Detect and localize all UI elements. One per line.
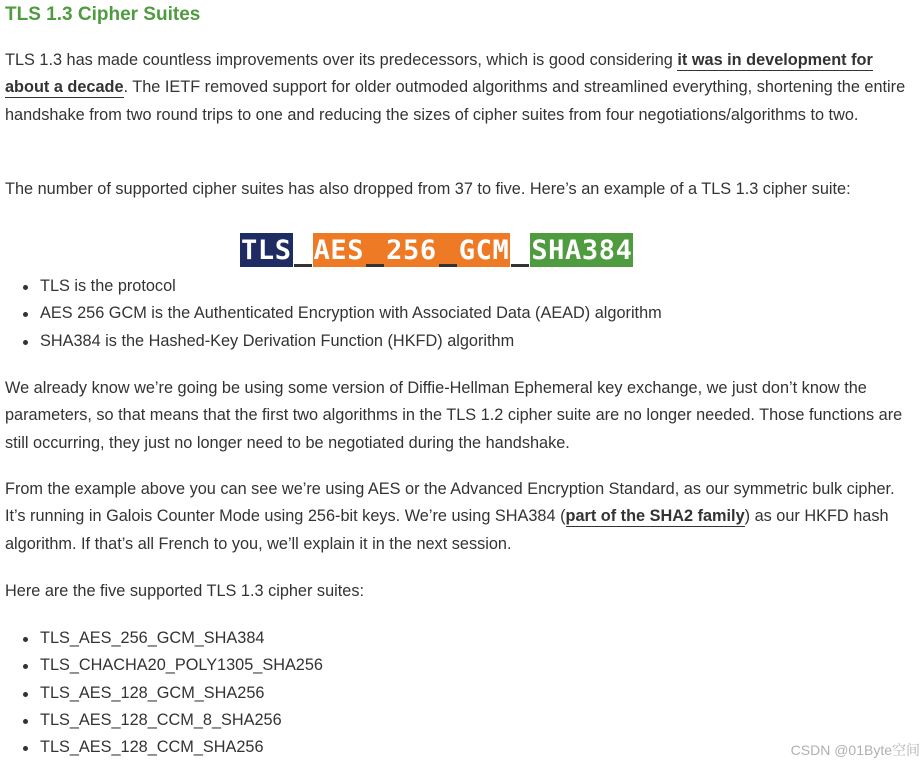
list-item: TLS_CHACHA20_POLY1305_SHA256 [5, 652, 323, 679]
separator-underscore [510, 233, 530, 267]
separator-underscore [293, 233, 313, 267]
intro-text-end: . The IETF removed support for older outmoded algorithms and streamlined everything, shortening the entire handshake from two round trips to one and reducing the sizes of cipher suites from four negotiations/algorithms to two. [5, 78, 906, 124]
intro-text-start: TLS 1.3 has made countless improvements over its predecessors, which is good considering [5, 51, 678, 69]
protocol-segment [240, 233, 293, 267]
aead-mode-label: GCM [458, 234, 510, 266]
aead-segment [313, 233, 366, 267]
aes-text-end: ) as our HKFD hash algorithm. If that’s all French to you, we’ll explain it in the next session. [5, 507, 889, 553]
supported-count-paragraph: The number of supported cipher suites has also dropped from 37 to five. Here’s an example of a TLS 1.3 cipher suite: [5, 180, 851, 198]
list-item: TLS is the protocol [5, 273, 662, 300]
breakdown-list [5, 273, 662, 355]
cipher-suites-list [5, 625, 323, 761]
aead-keysize-label: 256 [386, 234, 437, 266]
cipher-suite-diagram [240, 233, 633, 267]
section-title: TLS 1.3 Cipher Suites [5, 4, 201, 25]
list-item: TLS_AES_128_CCM_SHA256 [5, 734, 323, 761]
aead-mode-segment [458, 233, 511, 267]
aead-cipher-label: AES [313, 234, 365, 266]
list-intro-paragraph: Here are the five supported TLS 1.3 cipher suites: [5, 582, 364, 600]
list-item: AES 256 GCM is the Authenticated Encryption with Associated Data (AEAD) algorithm [5, 300, 662, 327]
list-item: TLS_AES_128_GCM_SHA256 [5, 680, 323, 707]
intro-paragraph [5, 47, 910, 129]
aes-paragraph [5, 476, 910, 558]
hkfd-label: SHA384 [531, 234, 633, 266]
list-item: TLS_AES_128_CCM_8_SHA256 [5, 707, 323, 734]
protocol-label: TLS [241, 234, 292, 266]
list-item: TLS_AES_256_GCM_SHA384 [5, 625, 323, 652]
sha2-family-link[interactable]: part of the SHA2 family [565, 507, 745, 526]
csdn-watermark: CSDN @01Byte空间 [790, 742, 920, 758]
hkfd-segment [530, 233, 633, 267]
separator-underscore [438, 233, 458, 267]
list-item: SHA384 is the Hashed-Key Derivation Function (HKFD) algorithm [5, 328, 662, 355]
aead-keysize-segment [385, 233, 438, 267]
separator-underscore [365, 233, 385, 267]
dhe-paragraph: We already know we’re going be using some version of Diffie-Hellman Ephemeral key exchange, we just don’t know the parameters, so that means that the first two algorithms in the TLS 1.2 cipher suite are no longer needed. Those functions are still occurring, they just no longer need to be negotiated during the handshake. [5, 379, 903, 452]
aes-text-start: From the example above you can see we’re using AES or the Advanced Encryption Standard, as our symmetric bulk cipher. It’s running in Galois Counter Mode using 256-bit keys. We’re using SHA384 ( [5, 480, 895, 526]
decade-development-link[interactable]: it was in development for about a decade [5, 51, 873, 97]
